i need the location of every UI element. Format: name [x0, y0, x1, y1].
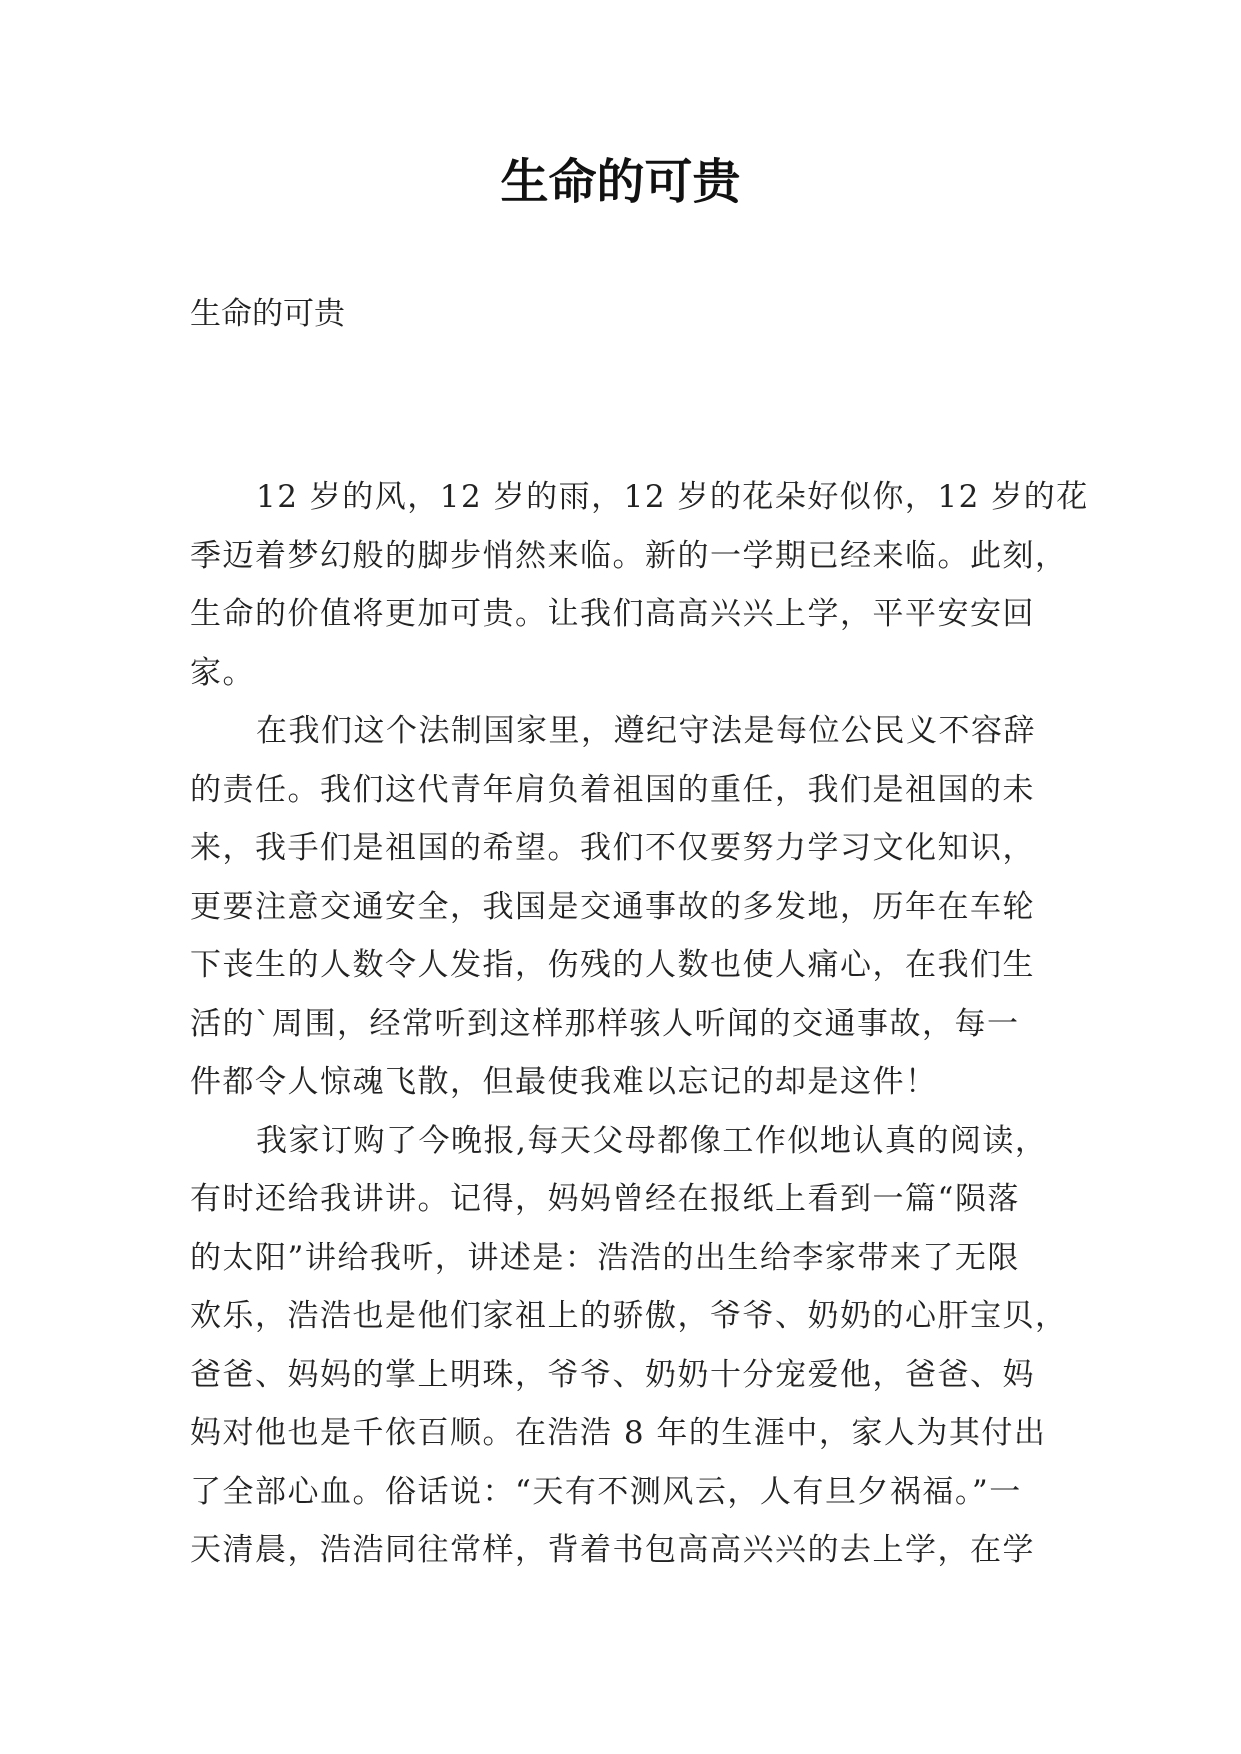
document-title: 生命的可贵 — [500, 154, 741, 210]
paragraph-1-line-2: 季迈着梦幻般的脚步悄然来临。新的一学期已经来临。此刻， — [190, 537, 1068, 574]
paragraph-2-line-1: 在我们这个法制国家里，遵纪守法是每位公民义不容辞 — [256, 713, 1036, 749]
paragraph-2-line-5: 下丧生的人数令人发指，伤残的人数也使人痛心，在我们生 — [190, 947, 1035, 983]
document-subtitle: 生命的可贵 — [190, 296, 345, 332]
paragraph-2-line-3: 来，我手们是祖国的希望。我们不仅要努力学习文化知识， — [190, 830, 1035, 866]
paragraph-3-line-1: 我家订购了今晚报,每天父母都像工作似地认真的阅读， — [256, 1122, 1048, 1159]
paragraph-3-line-7: 了全部心血。俗话说：“天有不测风云，人有旦夕祸福。”一 — [190, 1473, 1022, 1510]
paragraph-1-line-1: 12 岁的风，12 岁的雨，12 岁的花朵好似你，12 岁的花 — [256, 479, 1089, 515]
paragraph-3-line-6: 妈对他也是千依百顺。在浩浩 8 年的生涯中，家人为其付出 — [190, 1415, 1047, 1451]
paragraph-2-line-2: 的责任。我们这代青年肩负着祖国的重任，我们是祖国的未 — [190, 771, 1035, 808]
paragraph-2-line-7: 件都令人惊魂飞散，但最使我难以忘记的却是这件！ — [190, 1064, 938, 1100]
document-body — [190, 468, 1089, 1580]
paragraph-1-line-3: 生命的价值将更加可贵。让我们高高兴兴上学，平平安安回 — [190, 596, 1035, 632]
paragraph-3-line-3: 的太阳”讲给我听，讲述是：浩浩的出生给李家带来了无限 — [190, 1239, 1020, 1276]
paragraph-3-line-2: 有时还给我讲讲。记得，妈妈曾经在报纸上看到一篇“陨落 — [190, 1181, 1020, 1217]
paragraph-3-line-4: 欢乐，浩浩也是他们家祖上的骄傲，爷爷、奶奶的心肝宝贝， — [190, 1298, 1068, 1334]
paragraph-3-line-5: 爸爸、妈妈的掌上明珠，爷爷、奶奶十分宠爱他，爸爸、妈 — [190, 1356, 1035, 1393]
paragraph-3-line-8: 天清晨，浩浩同往常样，背着书包高高兴兴的去上学，在学 — [190, 1532, 1035, 1568]
paragraph-2-line-6: 活的`周围，经常听到这样那样骇人听闻的交通事故，每一 — [190, 1005, 1020, 1042]
paragraph-2-line-4: 更要注意交通安全，我国是交通事故的多发地，历年在车轮 — [190, 888, 1035, 925]
paragraph-1-line-4: 家。 — [190, 654, 255, 691]
